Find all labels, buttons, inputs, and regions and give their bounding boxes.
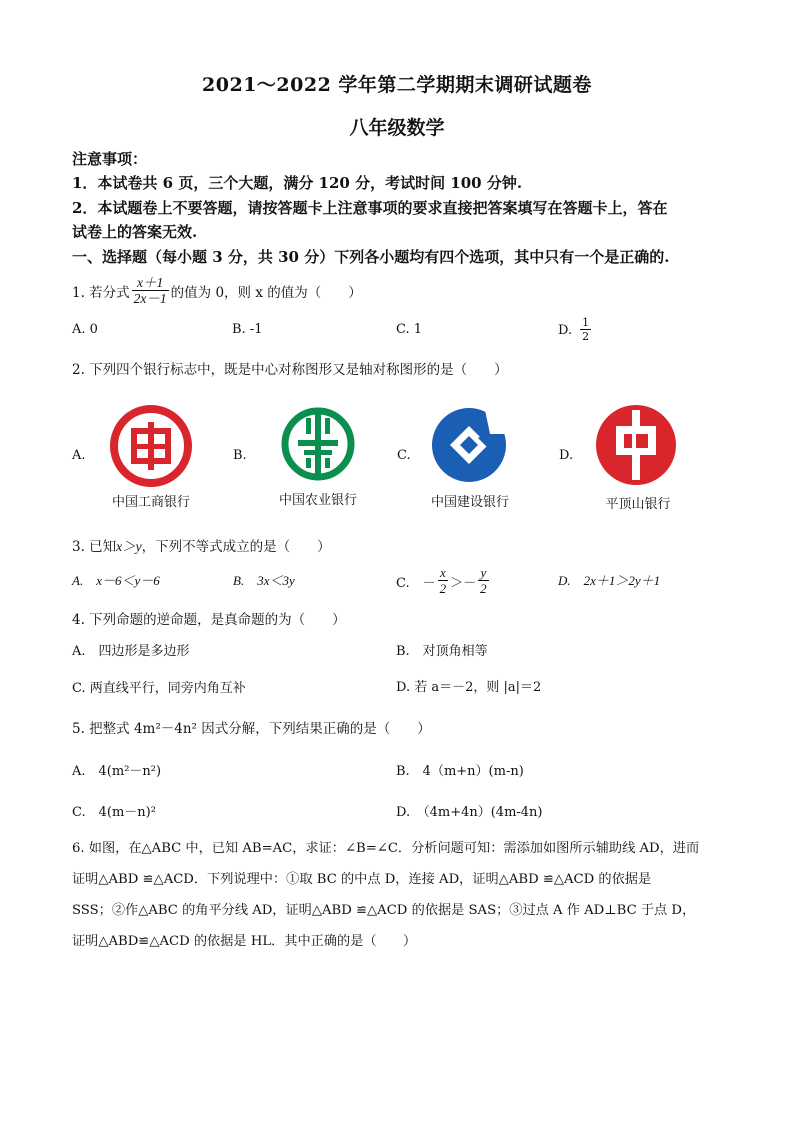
q1-frac-den: 2x－1 bbox=[133, 291, 167, 306]
q3-prefix: 3. 已知 bbox=[72, 539, 117, 555]
question-1 bbox=[72, 272, 362, 310]
q1-suffix: 的值为 0，则 x 的值为（ ） bbox=[170, 285, 362, 301]
q5-option-c: C. 4(m－n)² bbox=[72, 805, 156, 820]
q3-c-frac1-num: x bbox=[438, 565, 449, 581]
q1-option-a: A. 0 bbox=[72, 322, 98, 337]
question-3 bbox=[72, 535, 331, 555]
question-6-line4: 证明△ABD≌△ACD 的依据是 HL．其中正确的是（ ） bbox=[72, 934, 417, 949]
q3-suffix: ，下列不等式成立的是（ ） bbox=[141, 539, 331, 555]
q3-c-mid: ＞－ bbox=[450, 575, 477, 591]
ccb-logo bbox=[428, 404, 510, 486]
q1-frac-num: x＋1 bbox=[132, 275, 169, 291]
question-6-line2: 证明△ABD ≌△ACD．下列说理中：①取 BC 的中点 D，连接 AD，证明△ABD ≌△ACD 的依据是 bbox=[72, 872, 652, 887]
question-6-line1: 6. 如图，在△ABC 中，已知 AB=AC，求证：∠B=∠C．分析问题可知：需添加如图所示辅助线 AD，进而 bbox=[72, 841, 700, 856]
bank-name-ccb: 中国建设银行 bbox=[430, 495, 509, 510]
q1-option-d-fraction bbox=[580, 317, 591, 343]
q3-c-frac1 bbox=[438, 565, 449, 597]
q4-option-b: B. 对顶角相等 bbox=[396, 644, 488, 659]
q1-d-num: 1 bbox=[582, 316, 590, 329]
q4-option-c: C. 两直线平行，同旁内角互补 bbox=[72, 681, 246, 696]
q2-label-a: A. bbox=[72, 448, 86, 463]
q2-label-b: B. bbox=[233, 448, 247, 463]
q1-option-b: B. -1 bbox=[232, 322, 263, 337]
q1-prefix: 1. 若分式 bbox=[72, 285, 130, 301]
q3-c-frac1-den: 2 bbox=[439, 581, 447, 596]
question-6-line3: SSS；②作△ABC 的角平分线 AD，证明△ABD ≌△ACD 的依据是 SAS；③过点 A 作 AD⊥BC 于点 D， bbox=[72, 903, 696, 918]
exam-title: 2021～2022 学年第二学期期末调研试题卷 bbox=[202, 74, 592, 96]
question-4: 4. 下列命题的逆命题，是真命题的为（ ） bbox=[72, 612, 346, 628]
q1-option-d bbox=[558, 314, 593, 346]
notes-item-2-line2: 试卷上的答案无效. bbox=[72, 223, 198, 241]
section1-heading: 一、选择题（每小题 3 分，共 30 分）下列各小题均有四个选项，其中只有一个是正确的. bbox=[72, 248, 670, 266]
q3-c-frac2-num: y bbox=[478, 565, 489, 581]
q2-label-d: D. bbox=[559, 448, 574, 463]
bank-name-icbc: 中国工商银行 bbox=[111, 495, 190, 510]
q1-option-d-label: D. bbox=[558, 322, 573, 338]
q3-option-a: A. x－6＜y－6 bbox=[72, 573, 160, 588]
notes-item-2-line1: 2．本试题卷上不要答题，请按答题卡上注意事项的要求直接把答案填写在答题卡上，答在 bbox=[72, 199, 668, 217]
question-5: 5. 把整式 4m²－4n² 因式分解，下列结果正确的是（ ） bbox=[72, 721, 431, 737]
q5-option-b: B. 4（m+n）(m-n) bbox=[396, 764, 524, 779]
pds-bank-logo bbox=[594, 402, 678, 488]
q3-c-frac2 bbox=[478, 565, 489, 597]
abc-logo bbox=[280, 404, 356, 484]
q3-c-label: C. － bbox=[396, 575, 436, 591]
exam-subtitle: 八年级数学 bbox=[349, 117, 445, 139]
notes-heading: 注意事项： bbox=[72, 150, 148, 168]
q5-option-a: A. 4(m²－n²) bbox=[72, 764, 162, 779]
icbc-logo bbox=[109, 404, 193, 488]
q3-given: x＞y bbox=[116, 539, 142, 554]
q1-d-den: 2 bbox=[582, 330, 590, 343]
q3-option-c bbox=[396, 562, 491, 600]
q4-option-d: D. 若 a＝－2，则 |a|＝2 bbox=[396, 680, 542, 695]
q2-label-c: C. bbox=[397, 448, 411, 463]
notes-item-1: 1．本试卷共 6 页，三个大题，满分 120 分，考试时间 100 分钟. bbox=[72, 174, 523, 192]
q3-option-b: B. 3x＜3y bbox=[233, 573, 295, 588]
question-2: 2. 下列四个银行标志中，既是中心对称图形又是轴对称图形的是（ ） bbox=[72, 362, 508, 378]
q3-c-frac2-den: 2 bbox=[480, 581, 487, 596]
q1-fraction bbox=[132, 275, 169, 307]
bank-name-abc: 中国农业银行 bbox=[278, 493, 357, 508]
bank-name-pds: 平顶山银行 bbox=[605, 497, 671, 512]
q3-option-d: D. 2x＋1＞2y＋1 bbox=[558, 573, 661, 588]
q1-option-c: C. 1 bbox=[396, 322, 423, 337]
q4-option-a: A. 四边形是多边形 bbox=[72, 644, 190, 659]
q5-option-d: D. （4m+4n）(4m-4n) bbox=[396, 805, 543, 820]
